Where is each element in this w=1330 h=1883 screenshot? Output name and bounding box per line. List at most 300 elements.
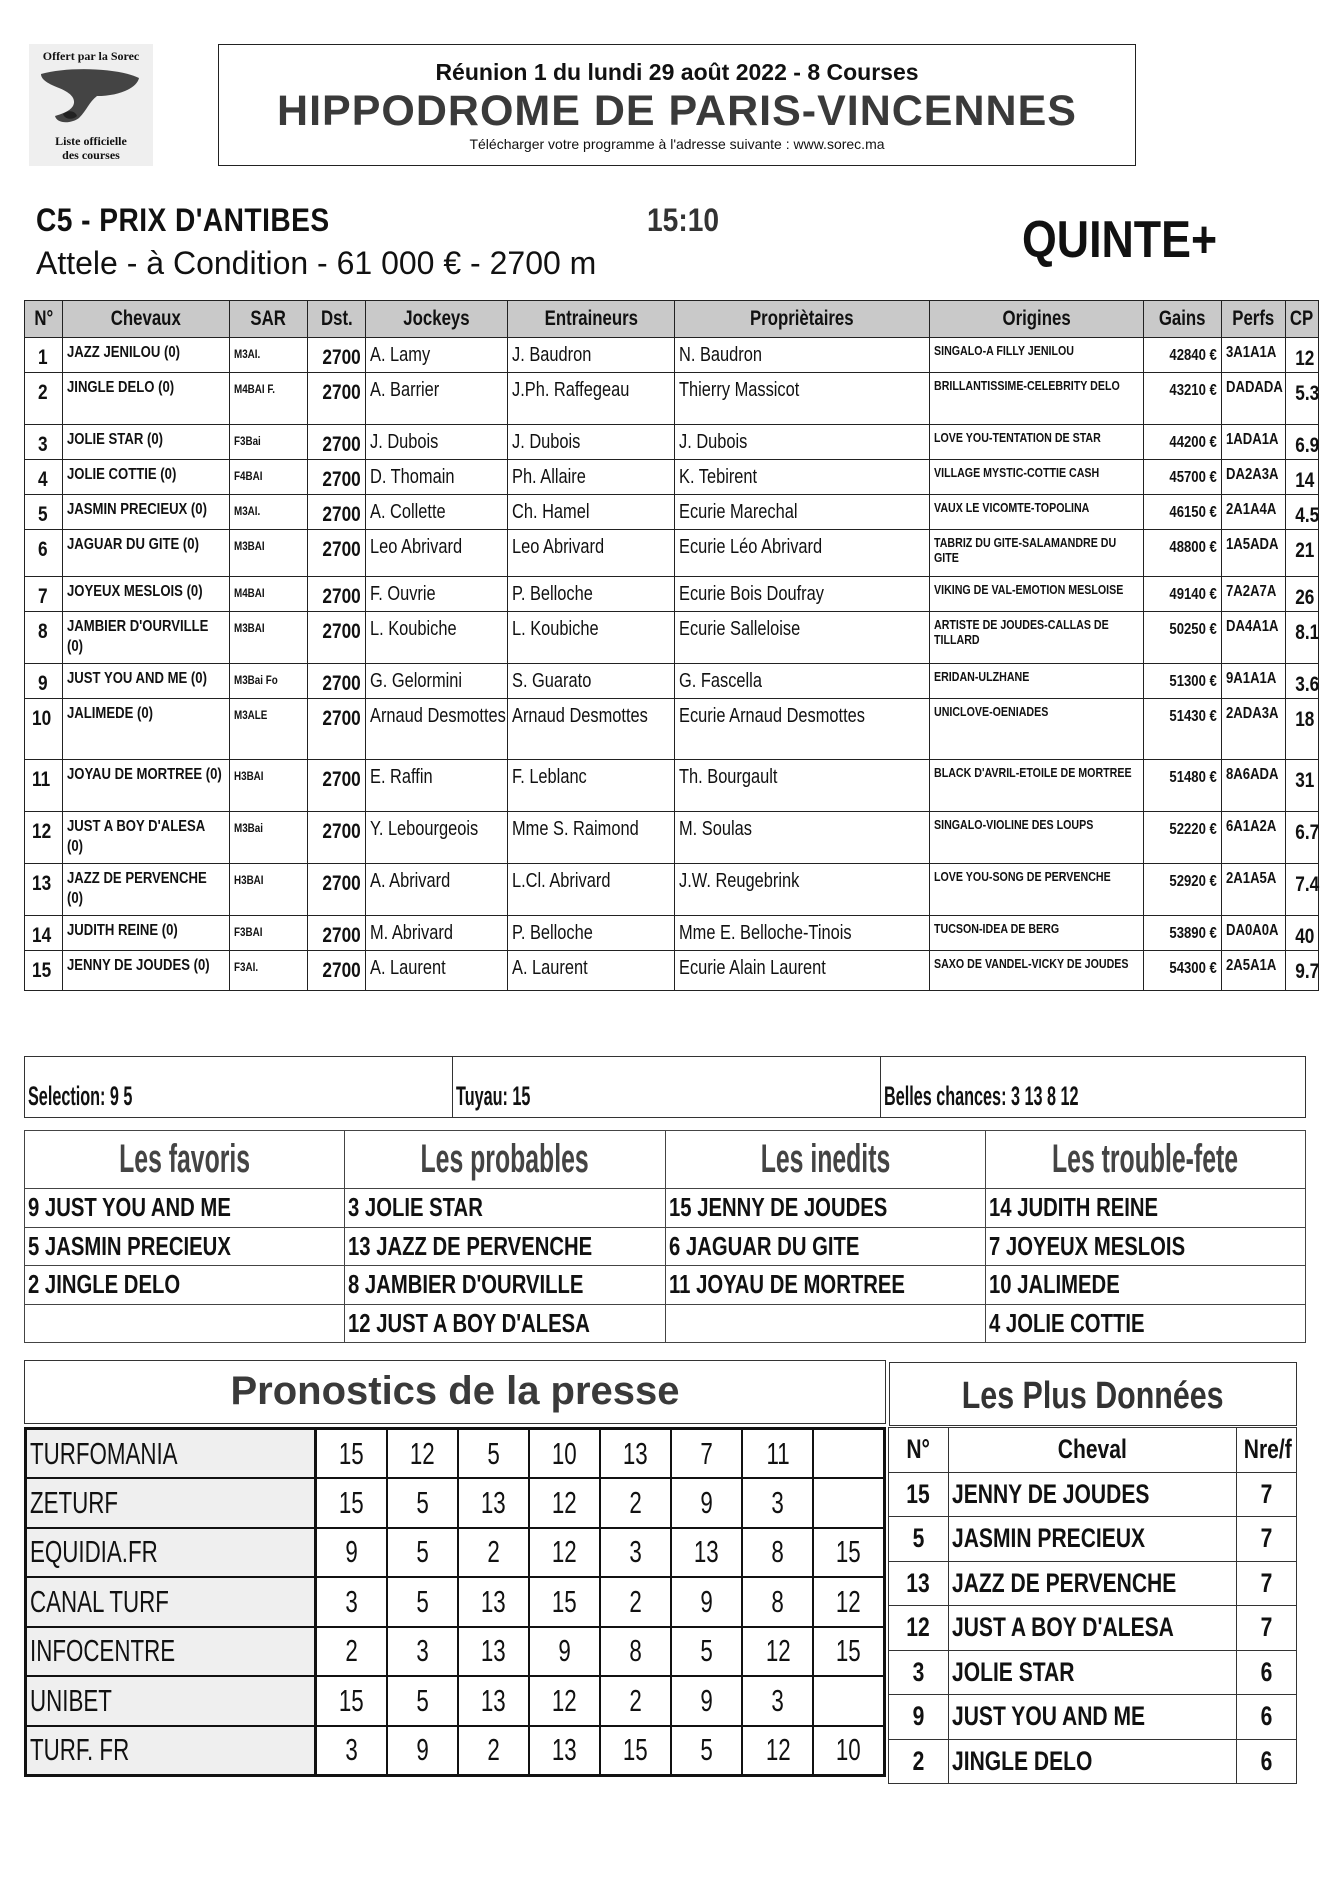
- horse-gains: 51300 €: [1144, 664, 1222, 699]
- pronostics-table: [24, 1427, 886, 1777]
- horse-origin: SINGALO-A FILLY JENILOU: [930, 338, 1144, 373]
- horse-number: 13: [889, 1561, 949, 1606]
- jockey-name: J. Dubois: [366, 425, 508, 460]
- trainer-name: Mme S. Raimond: [508, 812, 675, 864]
- press-pick: 13: [600, 1429, 671, 1479]
- horse-perfs: 1ADA1A: [1222, 425, 1286, 460]
- category-entry: 11 JOYAU DE MORTREE: [665, 1266, 985, 1305]
- press-pick: 15: [529, 1577, 600, 1627]
- press-pick: [813, 1676, 884, 1726]
- horse-name: JOYAU DE MORTREE (0): [63, 760, 230, 812]
- press-pick: [813, 1478, 884, 1528]
- horse-perfs: 9A1A1A: [1222, 664, 1286, 699]
- press-pick: 5: [387, 1528, 458, 1578]
- pronostic-row: [26, 1577, 885, 1627]
- horse-name: JAZZ DE PERVENCHE: [949, 1561, 1237, 1606]
- horse-cote: 26: [1286, 577, 1319, 612]
- jockey-name: M. Abrivard: [366, 916, 508, 951]
- press-pick: 8: [742, 1577, 813, 1627]
- category-entry: 14 JUDITH REINE: [985, 1189, 1305, 1228]
- horse-perfs: 2A5A1A: [1222, 951, 1286, 991]
- press-source: EQUIDIA.FR: [26, 1528, 316, 1578]
- press-pick: 12: [742, 1726, 813, 1776]
- meeting-header: [218, 44, 1136, 166]
- press-pick: 3: [387, 1627, 458, 1677]
- horse-perfs: 1A5ADA: [1222, 530, 1286, 577]
- partant-row: [25, 699, 1319, 760]
- sorec-logo: [29, 44, 153, 166]
- trainer-name: Ch. Hamel: [508, 495, 675, 530]
- horse-sar: M3BAI: [230, 612, 308, 664]
- race-distance: 2700: [308, 916, 366, 951]
- owner-name: N. Baudron: [675, 338, 930, 373]
- reunion-info: Réunion 1 du lundi 29 août 2022 - 8 Courses: [435, 59, 919, 85]
- press-pick: 2: [600, 1676, 671, 1726]
- pronostic-row: [26, 1429, 885, 1479]
- plus-donnees-row: [889, 1472, 1297, 1517]
- horse-number: 8: [25, 612, 63, 664]
- owner-name: Ecurie Alain Laurent: [675, 951, 930, 991]
- col-header-chevaux: Chevaux: [63, 301, 230, 338]
- partant-row: [25, 612, 1319, 664]
- horse-cote: 7.4: [1286, 864, 1319, 916]
- horse-origin: BRILLANTISSIME-CELEBRITY DELO: [930, 373, 1144, 425]
- jockey-name: E. Raffin: [366, 760, 508, 812]
- horse-number: 6: [25, 530, 63, 577]
- owner-name: G. Fascella: [675, 664, 930, 699]
- cat-header-probables: Les probables: [345, 1131, 665, 1189]
- jockey-name: Y. Lebourgeois: [366, 812, 508, 864]
- plus-donnees-row: [889, 1739, 1297, 1784]
- plus-col-cheval: Cheval: [949, 1428, 1237, 1473]
- horse-sar: F4BAI: [230, 460, 308, 495]
- trainer-name: F. Leblanc: [508, 760, 675, 812]
- press-pick: 9: [387, 1726, 458, 1776]
- owner-name: K. Tebirent: [675, 460, 930, 495]
- horse-sar: M3ALE: [230, 699, 308, 760]
- horse-cote: 6.9: [1286, 425, 1319, 460]
- horse-number: 4: [25, 460, 63, 495]
- horse-cote: 14: [1286, 460, 1319, 495]
- jockey-name: Arnaud Desmottes: [366, 699, 508, 760]
- owner-name: Ecurie Léo Abrivard: [675, 530, 930, 577]
- owner-name: M. Soulas: [675, 812, 930, 864]
- horse-sar: M3Bai Fo: [230, 664, 308, 699]
- owner-name: Th. Bourgault: [675, 760, 930, 812]
- horse-number: 3: [25, 425, 63, 460]
- horse-cote: 21: [1286, 530, 1319, 577]
- press-pick: 11: [742, 1429, 813, 1479]
- race-distance: 2700: [308, 699, 366, 760]
- press-pick: 9: [529, 1627, 600, 1677]
- race-conditions: Attele - à Condition - 61 000 € - 2700 m: [36, 245, 597, 281]
- horse-origin: ERIDAN-ULZHANE: [930, 664, 1144, 699]
- press-pick: 5: [387, 1478, 458, 1528]
- horse-cote: 3.6: [1286, 664, 1319, 699]
- race-distance: 2700: [308, 373, 366, 425]
- horse-name: JOLIE STAR (0): [63, 425, 230, 460]
- horse-gains: 45700 €: [1144, 460, 1222, 495]
- horse-name: JUST A BOY D'ALESA (0): [63, 812, 230, 864]
- selection-bar: [24, 1056, 1306, 1118]
- press-pick: 12: [387, 1429, 458, 1479]
- press-pick: 9: [671, 1577, 742, 1627]
- horse-cote: 31: [1286, 760, 1319, 812]
- partant-row: [25, 864, 1319, 916]
- horse-sar: M3AI.: [230, 338, 308, 373]
- press-pick: 13: [529, 1726, 600, 1776]
- horse-gains: 48800 €: [1144, 530, 1222, 577]
- race-title: C5 - PRIX D'ANTIBES: [36, 202, 330, 238]
- category-entry: [25, 1304, 345, 1343]
- press-pick: 2: [458, 1726, 529, 1776]
- press-pick: 15: [316, 1429, 387, 1479]
- horse-name: JENNY DE JOUDES: [949, 1472, 1237, 1517]
- press-pick: 8: [600, 1627, 671, 1677]
- pick-count: 6: [1237, 1650, 1297, 1695]
- horse-origin: ARTISTE DE JOUDES-CALLAS DE TILLARD: [930, 612, 1144, 664]
- category-entry: 6 JAGUAR DU GITE: [665, 1227, 985, 1266]
- horse-number: 15: [889, 1472, 949, 1517]
- partants-table: [24, 300, 1319, 991]
- trainer-name: L. Koubiche: [508, 612, 675, 664]
- plus-donnees-title: Les Plus Données: [889, 1362, 1297, 1426]
- horse-number: 2: [25, 373, 63, 425]
- jockey-name: A. Collette: [366, 495, 508, 530]
- horse-number: 11: [25, 760, 63, 812]
- horse-origin: TUCSON-IDEA DE BERG: [930, 916, 1144, 951]
- press-pick: 5: [671, 1627, 742, 1677]
- press-pick: 10: [813, 1726, 884, 1776]
- horse-sar: M4BAI: [230, 577, 308, 612]
- race-distance: 2700: [308, 951, 366, 991]
- plus-donnees-table: [888, 1427, 1297, 1784]
- owner-name: Ecurie Salleloise: [675, 612, 930, 664]
- owner-name: J.W. Reugebrink: [675, 864, 930, 916]
- horse-perfs: 2A1A5A: [1222, 864, 1286, 916]
- cat-header-favoris: Les favoris: [25, 1131, 345, 1189]
- col-header-dst: Dst.: [308, 301, 366, 338]
- category-row: [25, 1266, 1306, 1305]
- horse-sar: M3Bai: [230, 812, 308, 864]
- press-pick: 3: [600, 1528, 671, 1578]
- horse-name: JOYEUX MESLOIS (0): [63, 577, 230, 612]
- col-header-jockeys: Jockeys: [366, 301, 508, 338]
- press-pick: 12: [813, 1577, 884, 1627]
- partant-row: [25, 664, 1319, 699]
- horse-name: JAGUAR DU GITE (0): [63, 530, 230, 577]
- trainer-name: A. Laurent: [508, 951, 675, 991]
- race-distance: 2700: [308, 577, 366, 612]
- press-pick: 3: [316, 1577, 387, 1627]
- race-distance: 2700: [308, 530, 366, 577]
- horse-sar: M4BAI F.: [230, 373, 308, 425]
- jockey-name: A. Barrier: [366, 373, 508, 425]
- owner-name: J. Dubois: [675, 425, 930, 460]
- owner-name: Ecurie Arnaud Desmottes: [675, 699, 930, 760]
- horse-perfs: 7A2A7A: [1222, 577, 1286, 612]
- partant-row: [25, 812, 1319, 864]
- jockey-name: A. Abrivard: [366, 864, 508, 916]
- press-pick: 5: [387, 1676, 458, 1726]
- belles-chances-cell: Belles chances: 3 13 8 12: [884, 1081, 1079, 1111]
- horse-cote: 4.5: [1286, 495, 1319, 530]
- horse-sar: M3BAI: [230, 530, 308, 577]
- pronostic-row: [26, 1528, 885, 1578]
- category-entry: 15 JENNY DE JOUDES: [665, 1189, 985, 1228]
- category-entry: 5 JASMIN PRECIEUX: [25, 1227, 345, 1266]
- horse-number: 5: [25, 495, 63, 530]
- pick-count: 7: [1237, 1561, 1297, 1606]
- plus-header-row: [889, 1428, 1297, 1473]
- press-pick: 8: [742, 1528, 813, 1578]
- horse-sar: H3BAI: [230, 864, 308, 916]
- press-pick: 12: [529, 1676, 600, 1726]
- partant-row: [25, 916, 1319, 951]
- horse-gains: 42840 €: [1144, 338, 1222, 373]
- press-pick: 12: [529, 1528, 600, 1578]
- owner-name: Mme E. Belloche-Tinois: [675, 916, 930, 951]
- press-pick: 2: [600, 1577, 671, 1627]
- category-entry: 4 JOLIE COTTIE: [985, 1304, 1305, 1343]
- race-distance: 2700: [308, 812, 366, 864]
- horse-name: JOLIE COTTIE (0): [63, 460, 230, 495]
- category-entry: 13 JAZZ DE PERVENCHE: [345, 1227, 665, 1266]
- race-distance: 2700: [308, 460, 366, 495]
- pick-count: 7: [1237, 1472, 1297, 1517]
- horse-cote: 12: [1286, 338, 1319, 373]
- horse-cote: 40: [1286, 916, 1319, 951]
- press-pick: [813, 1429, 884, 1479]
- jockey-horse-icon: [39, 66, 143, 128]
- col-header-entraineurs: Entraineurs: [508, 301, 675, 338]
- category-row: [25, 1227, 1306, 1266]
- selection-cell: Selection: 9 5: [25, 1057, 453, 1117]
- category-entry: [665, 1304, 985, 1343]
- horse-gains: 54300 €: [1144, 951, 1222, 991]
- press-pick: 9: [316, 1528, 387, 1578]
- horse-name: JAMBIER D'OURVILLE (0): [63, 612, 230, 664]
- owner-name: Ecurie Marechal: [675, 495, 930, 530]
- horse-name: JUDITH REINE (0): [63, 916, 230, 951]
- press-pick: 13: [671, 1528, 742, 1578]
- horse-gains: 53890 €: [1144, 916, 1222, 951]
- logo-bottom-text: Liste officielle des courses: [55, 134, 127, 162]
- jockey-name: L. Koubiche: [366, 612, 508, 664]
- horse-gains: 50250 €: [1144, 612, 1222, 664]
- plus-donnees-row: [889, 1695, 1297, 1740]
- horse-perfs: 6A1A2A: [1222, 812, 1286, 864]
- trainer-name: L.Cl. Abrivard: [508, 864, 675, 916]
- col-header-origines: Origines: [930, 301, 1144, 338]
- horse-origin: BLACK D'AVRIL-ETOILE DE MORTREE: [930, 760, 1144, 812]
- horse-perfs: 3A1A1A: [1222, 338, 1286, 373]
- horse-number: 9: [25, 664, 63, 699]
- horse-name: JUST A BOY D'ALESA: [949, 1606, 1237, 1651]
- col-header-gains: Gains: [1144, 301, 1222, 338]
- press-source: UNIBET: [26, 1676, 316, 1726]
- press-pick: 3: [742, 1676, 813, 1726]
- pick-count: 7: [1237, 1517, 1297, 1562]
- press-pick: 9: [671, 1676, 742, 1726]
- horse-perfs: 2ADA3A: [1222, 699, 1286, 760]
- plus-donnees-row: [889, 1606, 1297, 1651]
- horse-number: 2: [889, 1739, 949, 1784]
- trainer-name: Leo Abrivard: [508, 530, 675, 577]
- horse-name: JALIMEDE (0): [63, 699, 230, 760]
- partant-row: [25, 373, 1319, 425]
- horse-name: JAZZ DE PERVENCHE (0): [63, 864, 230, 916]
- col-header-perfs: Perfs: [1222, 301, 1286, 338]
- hippodrome-name: HIPPODROME DE PARIS-VINCENNES: [277, 87, 1077, 135]
- race-distance: 2700: [308, 864, 366, 916]
- horse-gains: 52920 €: [1144, 864, 1222, 916]
- pronostic-row: [26, 1676, 885, 1726]
- partant-row: [25, 577, 1319, 612]
- partant-row: [25, 495, 1319, 530]
- press-pick: 13: [458, 1676, 529, 1726]
- press-pick: 2: [316, 1627, 387, 1677]
- col-header-sar: SAR: [230, 301, 308, 338]
- press-pick: 12: [742, 1627, 813, 1677]
- trainer-name: J.Ph. Raffegeau: [508, 373, 675, 425]
- logo-top-text: Offert par la Sorec: [42, 49, 140, 63]
- trainer-name: J. Baudron: [508, 338, 675, 373]
- horse-origin: LOVE YOU-SONG DE PERVENCHE: [930, 864, 1144, 916]
- download-note: Télécharger votre programme à l'adresse suivante : www.sorec.ma: [469, 136, 885, 152]
- categories-table: [24, 1130, 1306, 1343]
- pick-count: 6: [1237, 1695, 1297, 1740]
- press-source: INFOCENTRE: [26, 1627, 316, 1677]
- owner-name: Thierry Massicot: [675, 373, 930, 425]
- trainer-name: P. Belloche: [508, 916, 675, 951]
- horse-perfs: DA4A1A: [1222, 612, 1286, 664]
- press-pick: 13: [458, 1577, 529, 1627]
- pronostic-row: [26, 1726, 885, 1776]
- pronostic-row: [26, 1627, 885, 1677]
- col-header-proprietaires: Propriètaires: [675, 301, 930, 338]
- horse-cote: 18: [1286, 699, 1319, 760]
- tuyau-cell: Tuyau: 15: [453, 1057, 881, 1117]
- horse-sar: M3AI.: [230, 495, 308, 530]
- press-pick: 15: [813, 1627, 884, 1677]
- jockey-name: F. Ouvrie: [366, 577, 508, 612]
- col-header-num: N°: [25, 301, 63, 338]
- press-source: TURFOMANIA: [26, 1429, 316, 1479]
- horse-sar: F3Bai: [230, 425, 308, 460]
- horse-number: 3: [889, 1650, 949, 1695]
- horse-gains: 52220 €: [1144, 812, 1222, 864]
- horse-origin: SINGALO-VIOLINE DES LOUPS: [930, 812, 1144, 864]
- horse-origin: LOVE YOU-TENTATION DE STAR: [930, 425, 1144, 460]
- jockey-name: A. Laurent: [366, 951, 508, 991]
- categories-header-row: [25, 1131, 1306, 1189]
- press-source: ZETURF: [26, 1478, 316, 1528]
- horse-name: JASMIN PRECIEUX (0): [63, 495, 230, 530]
- press-pick: 15: [316, 1478, 387, 1528]
- horse-number: 13: [25, 864, 63, 916]
- press-pick: 2: [458, 1528, 529, 1578]
- partant-row: [25, 530, 1319, 577]
- category-row: [25, 1189, 1306, 1228]
- jockey-name: Leo Abrivard: [366, 530, 508, 577]
- cat-header-inedits: Les inedits: [665, 1131, 985, 1189]
- horse-gains: 51430 €: [1144, 699, 1222, 760]
- trainer-name: Ph. Allaire: [508, 460, 675, 495]
- press-pick: 15: [316, 1676, 387, 1726]
- category-entry: 8 JAMBIER D'OURVILLE: [345, 1266, 665, 1305]
- category-entry: 3 JOLIE STAR: [345, 1189, 665, 1228]
- trainer-name: S. Guarato: [508, 664, 675, 699]
- horse-gains: 44200 €: [1144, 425, 1222, 460]
- horse-origin: VAUX LE VICOMTE-TOPOLINA: [930, 495, 1144, 530]
- horse-number: 12: [25, 812, 63, 864]
- plus-donnees-row: [889, 1650, 1297, 1695]
- category-row: [25, 1304, 1306, 1343]
- owner-name: Ecurie Bois Doufray: [675, 577, 930, 612]
- horse-name: JINGLE DELO (0): [63, 373, 230, 425]
- horse-number: 9: [889, 1695, 949, 1740]
- race-distance: 2700: [308, 612, 366, 664]
- horse-name: JOLIE STAR: [949, 1650, 1237, 1695]
- horse-gains: 49140 €: [1144, 577, 1222, 612]
- press-pick: 10: [529, 1429, 600, 1479]
- pick-count: 6: [1237, 1739, 1297, 1784]
- press-pick: 13: [458, 1627, 529, 1677]
- press-pick: 13: [458, 1478, 529, 1528]
- press-pick: 5: [458, 1429, 529, 1479]
- col-header-cp: CP: [1286, 301, 1319, 338]
- plus-donnees-row: [889, 1561, 1297, 1606]
- jockey-name: G. Gelormini: [366, 664, 508, 699]
- pronostics-title: Pronostics de la presse: [24, 1360, 886, 1424]
- horse-number: 5: [889, 1517, 949, 1562]
- horse-perfs: DADADA: [1222, 373, 1286, 425]
- horse-name: JINGLE DELO: [949, 1739, 1237, 1784]
- category-entry: 12 JUST A BOY D'ALESA: [345, 1304, 665, 1343]
- horse-perfs: DA0A0A: [1222, 916, 1286, 951]
- race-distance: 2700: [308, 760, 366, 812]
- horse-name: JENNY DE JOUDES (0): [63, 951, 230, 991]
- horse-sar: F3BAI: [230, 916, 308, 951]
- horse-cote: 8.1: [1286, 612, 1319, 664]
- trainer-name: Arnaud Desmottes: [508, 699, 675, 760]
- plus-col-count: Nre/f: [1237, 1428, 1297, 1473]
- race-distance: 2700: [308, 664, 366, 699]
- horse-cote: 6.7: [1286, 812, 1319, 864]
- category-entry: 10 JALIMEDE: [985, 1266, 1305, 1305]
- press-pick: 15: [600, 1726, 671, 1776]
- horse-origin: TABRIZ DU GITE-SALAMANDRE DU GITE: [930, 530, 1144, 577]
- press-pick: 9: [671, 1478, 742, 1528]
- partant-row: [25, 425, 1319, 460]
- race-time: 15:10: [647, 202, 720, 238]
- horse-origin: VILLAGE MYSTIC-COTTIE CASH: [930, 460, 1144, 495]
- horse-origin: VIKING DE VAL-EMOTION MESLOISE: [930, 577, 1144, 612]
- horse-number: 14: [25, 916, 63, 951]
- horse-gains: 51480 €: [1144, 760, 1222, 812]
- press-pick: 15: [813, 1528, 884, 1578]
- table-header-row: [25, 301, 1319, 338]
- partant-row: [25, 951, 1319, 991]
- horse-name: JASMIN PRECIEUX: [949, 1517, 1237, 1562]
- horse-origin: UNICLOVE-OENIADES: [930, 699, 1144, 760]
- horse-perfs: DA2A3A: [1222, 460, 1286, 495]
- horse-number: 7: [25, 577, 63, 612]
- horse-gains: 43210 €: [1144, 373, 1222, 425]
- partant-row: [25, 760, 1319, 812]
- horse-name: JUST YOU AND ME (0): [63, 664, 230, 699]
